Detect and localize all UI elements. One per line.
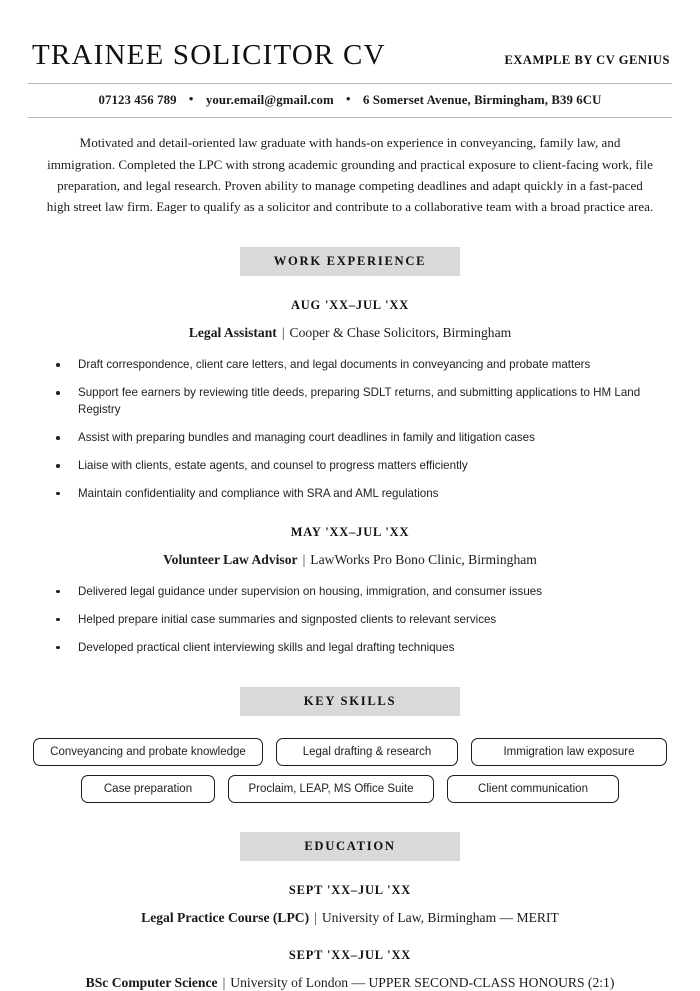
professional-summary: Motivated and detail-oriented law graduate with hands-on experience in conveyancing, family law, and immigration. Completed the LPC with strong academic grounding and practical exposure to client-facing work, file preparation, and legal research. Proven ability to manage competing deadlines and adapt quickly in a fast-paced high street law firm. Eager to qualify as a solicitor and contribute to a collaborative team with a broad practice area. — [46, 135, 654, 215]
education-separator: | — [222, 974, 226, 990]
section-heading-education: EDUCATION — [240, 832, 460, 861]
experience-separator: | — [281, 325, 285, 341]
section-key-skills — [28, 687, 672, 716]
education-title-line — [28, 910, 672, 926]
experience-entry — [28, 525, 672, 657]
list-item: Helped prepare initial case summaries and signposted clients to relevant services — [45, 612, 658, 629]
section-heading-key-skills: KEY SKILLS — [240, 687, 460, 716]
list-item: Delivered legal guidance under supervision on housing, immigration, and consumer issues — [45, 584, 658, 601]
contact-email: your.email@gmail.com — [205, 93, 334, 108]
contact-address: 6 Somerset Avenue, Birmingham, B39 6CU — [362, 93, 602, 108]
experience-role: Volunteer Law Advisor — [163, 551, 298, 567]
experience-date: MAY 'XX–JUL 'XX — [290, 524, 410, 539]
education-institution: University of Law, Birmingham — MERIT — [321, 909, 559, 925]
experience-organisation: LawWorks Pro Bono Clinic, Birmingham — [310, 551, 537, 567]
page-title: TRAINEE SOLICITOR CV — [32, 39, 386, 71]
experience-bullet-list — [28, 584, 672, 657]
list-item: Maintain confidentiality and compliance with SRA and AML regulations — [45, 486, 658, 503]
skill-pill: Conveyancing and probate knowledge — [33, 738, 263, 766]
experience-organisation: Cooper & Chase Solicitors, Birmingham — [289, 325, 512, 341]
contact-separator-1: • — [188, 92, 194, 107]
list-item: Draft correspondence, client care letters, and legal documents in conveyancing and probate matters — [45, 357, 658, 374]
education-date: SEPT 'XX–JUL 'XX — [288, 947, 412, 962]
skill-pill: Proclaim, LEAP, MS Office Suite — [228, 775, 434, 803]
education-entry — [28, 883, 672, 926]
section-heading-work-experience: WORK EXPERIENCE — [240, 247, 460, 276]
education-institution: University of London — UPPER SECOND-CLASS HONOURS (2:1) — [230, 974, 615, 990]
section-education — [28, 832, 672, 861]
list-item: Assist with preparing bundles and managing court deadlines in family and litigation cases — [45, 430, 658, 447]
skill-pill: Case preparation — [81, 775, 215, 803]
contact-separator-2: • — [346, 92, 351, 107]
education-qualification: BSc Computer Science — [85, 974, 218, 990]
experience-title-line — [28, 552, 672, 568]
education-qualification: Legal Practice Course (LPC) — [141, 909, 310, 925]
education-separator: | — [314, 909, 317, 925]
byline-label: EXAMPLE BY CV GENIUS — [504, 53, 670, 67]
skills-row-2 — [28, 775, 672, 803]
experience-role: Legal Assistant — [188, 325, 277, 341]
education-date: SEPT 'XX–JUL 'XX — [288, 882, 412, 897]
education-entry — [28, 948, 672, 991]
experience-title-line — [28, 325, 672, 341]
experience-date: AUG 'XX–JUL 'XX — [290, 298, 410, 313]
skill-pill: Legal drafting & research — [276, 738, 458, 766]
skills-row-1 — [28, 738, 672, 766]
contact-line — [28, 84, 672, 117]
cv-header — [28, 40, 672, 70]
list-item: Liaise with clients, estate agents, and counsel to progress matters efficiently — [45, 458, 658, 475]
skills-container — [28, 738, 672, 803]
list-item: Support fee earners by reviewing title deeds, preparing SDLT returns, and submitting applications to HM Land Registry — [45, 385, 658, 419]
skill-pill: Client communication — [447, 775, 619, 803]
experience-entry — [28, 298, 672, 503]
experience-separator: | — [302, 551, 306, 567]
education-title-line — [28, 975, 672, 991]
list-item: Developed practical client interviewing skills and legal drafting techniques — [45, 640, 658, 657]
skill-pill: Immigration law exposure — [471, 738, 667, 766]
section-work-experience — [28, 247, 672, 276]
experience-bullet-list — [28, 357, 672, 503]
contact-phone: 07123 456 789 — [98, 93, 177, 108]
